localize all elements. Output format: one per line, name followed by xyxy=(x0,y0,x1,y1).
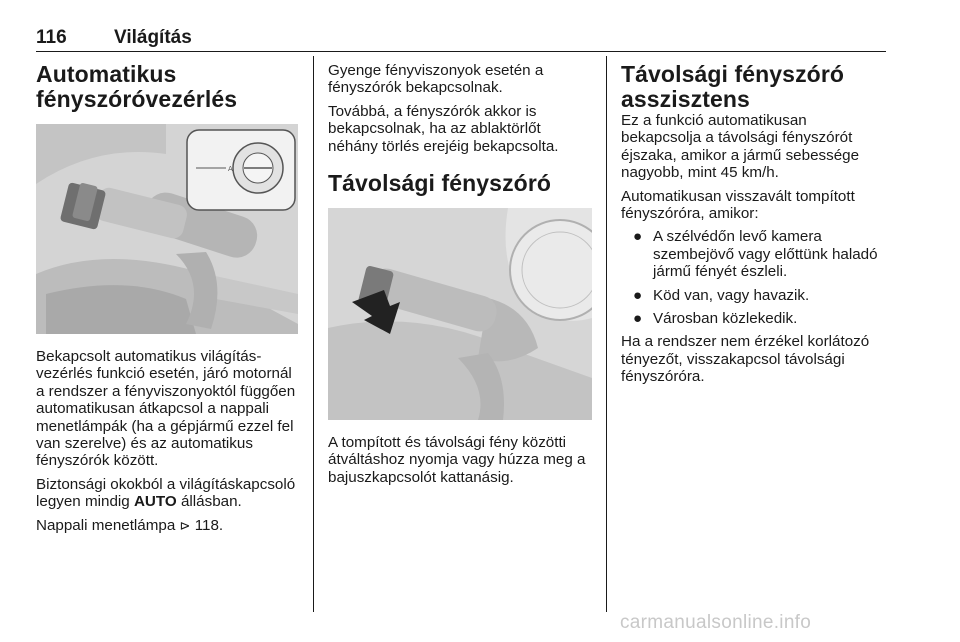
auto-keyword: AUTO xyxy=(133,493,177,511)
condition-list xyxy=(621,228,891,327)
heading-high-beam: Távolsági fényszóró xyxy=(328,170,552,197)
light-switch-illustration xyxy=(36,124,298,334)
list-item: ● Városban közlekedik. xyxy=(633,310,798,328)
svg-text:A: A xyxy=(228,165,233,173)
column-2 xyxy=(328,62,592,492)
paragraph: Bekapcsolt automatikus világítás-vezérlés funkció esetén, járó motornál a rendszer a fényviszonyoktól függően automatikusan átkapcsol a nappali menetlámpák (ha a gépjármű ezzel fel van szerelve) és az automatikus fényszórók között. xyxy=(36,348,296,470)
high-beam-lever-illustration xyxy=(328,208,592,420)
figure-caption: A tompított és távolsági fény közötti átváltáshoz nyomja vagy húzza meg a bajuszkapcsolót kattanásig. xyxy=(328,434,586,486)
paragraph: Gyenge fényviszonyok esetén a fényszórók bekapcsolnak. xyxy=(328,62,544,97)
column-divider xyxy=(313,56,314,612)
watermark: carmanualsonline.info xyxy=(620,612,812,633)
paragraph: Ha a rendszer nem érzékel korlátozó tényezőt, visszakapcsol távolsági fényszóróra. xyxy=(621,333,870,386)
bullet-icon: ● xyxy=(633,310,643,328)
heading-high-beam-assist: Távolsági fényszóró asszisztens xyxy=(621,61,845,112)
column-1 xyxy=(36,62,302,541)
paragraph-daytime-ref: Nappali menetlámpa ⊳ 118. xyxy=(36,516,224,534)
column-3 xyxy=(621,62,891,392)
cross-reference-icon: ⊳ xyxy=(179,518,191,534)
page-reference-link[interactable]: 118. xyxy=(194,516,224,534)
bullet-icon: ● xyxy=(633,286,643,304)
heading-auto-light: Automatikus fényszóróvezérlés xyxy=(36,61,238,112)
list-item: ● A szélvédőn levő kamera szembejövő vagy előttünk haladó jármű fényét észleli. xyxy=(633,228,878,281)
paragraph: Automatikusan visszavált tompított fényszóróra, amikor: xyxy=(621,187,855,223)
paragraph: Ez a funkció automatikusan bekapcsolja a távolsági fényszórót éjszaka, amikor a jármű sebessége nagyobb, mint 45 km/h. xyxy=(621,112,860,182)
bullet-icon: ● xyxy=(633,228,643,246)
paragraph-auto-position: Biztonsági okokból a világításkapcsoló legyen mindig AUTO állásban. xyxy=(36,475,296,511)
paragraph: Továbbá, a fényszórók akkor is bekapcsolnak, ha az ablaktörlőt néhány törlés erejéig bekapcsolta. xyxy=(328,102,559,155)
page-number: 116 xyxy=(36,27,67,48)
list-item: ● Köd van, vagy havazik. xyxy=(633,286,810,304)
column-divider xyxy=(606,56,607,612)
section-title: Világítás xyxy=(114,27,192,48)
page-header xyxy=(36,27,886,52)
